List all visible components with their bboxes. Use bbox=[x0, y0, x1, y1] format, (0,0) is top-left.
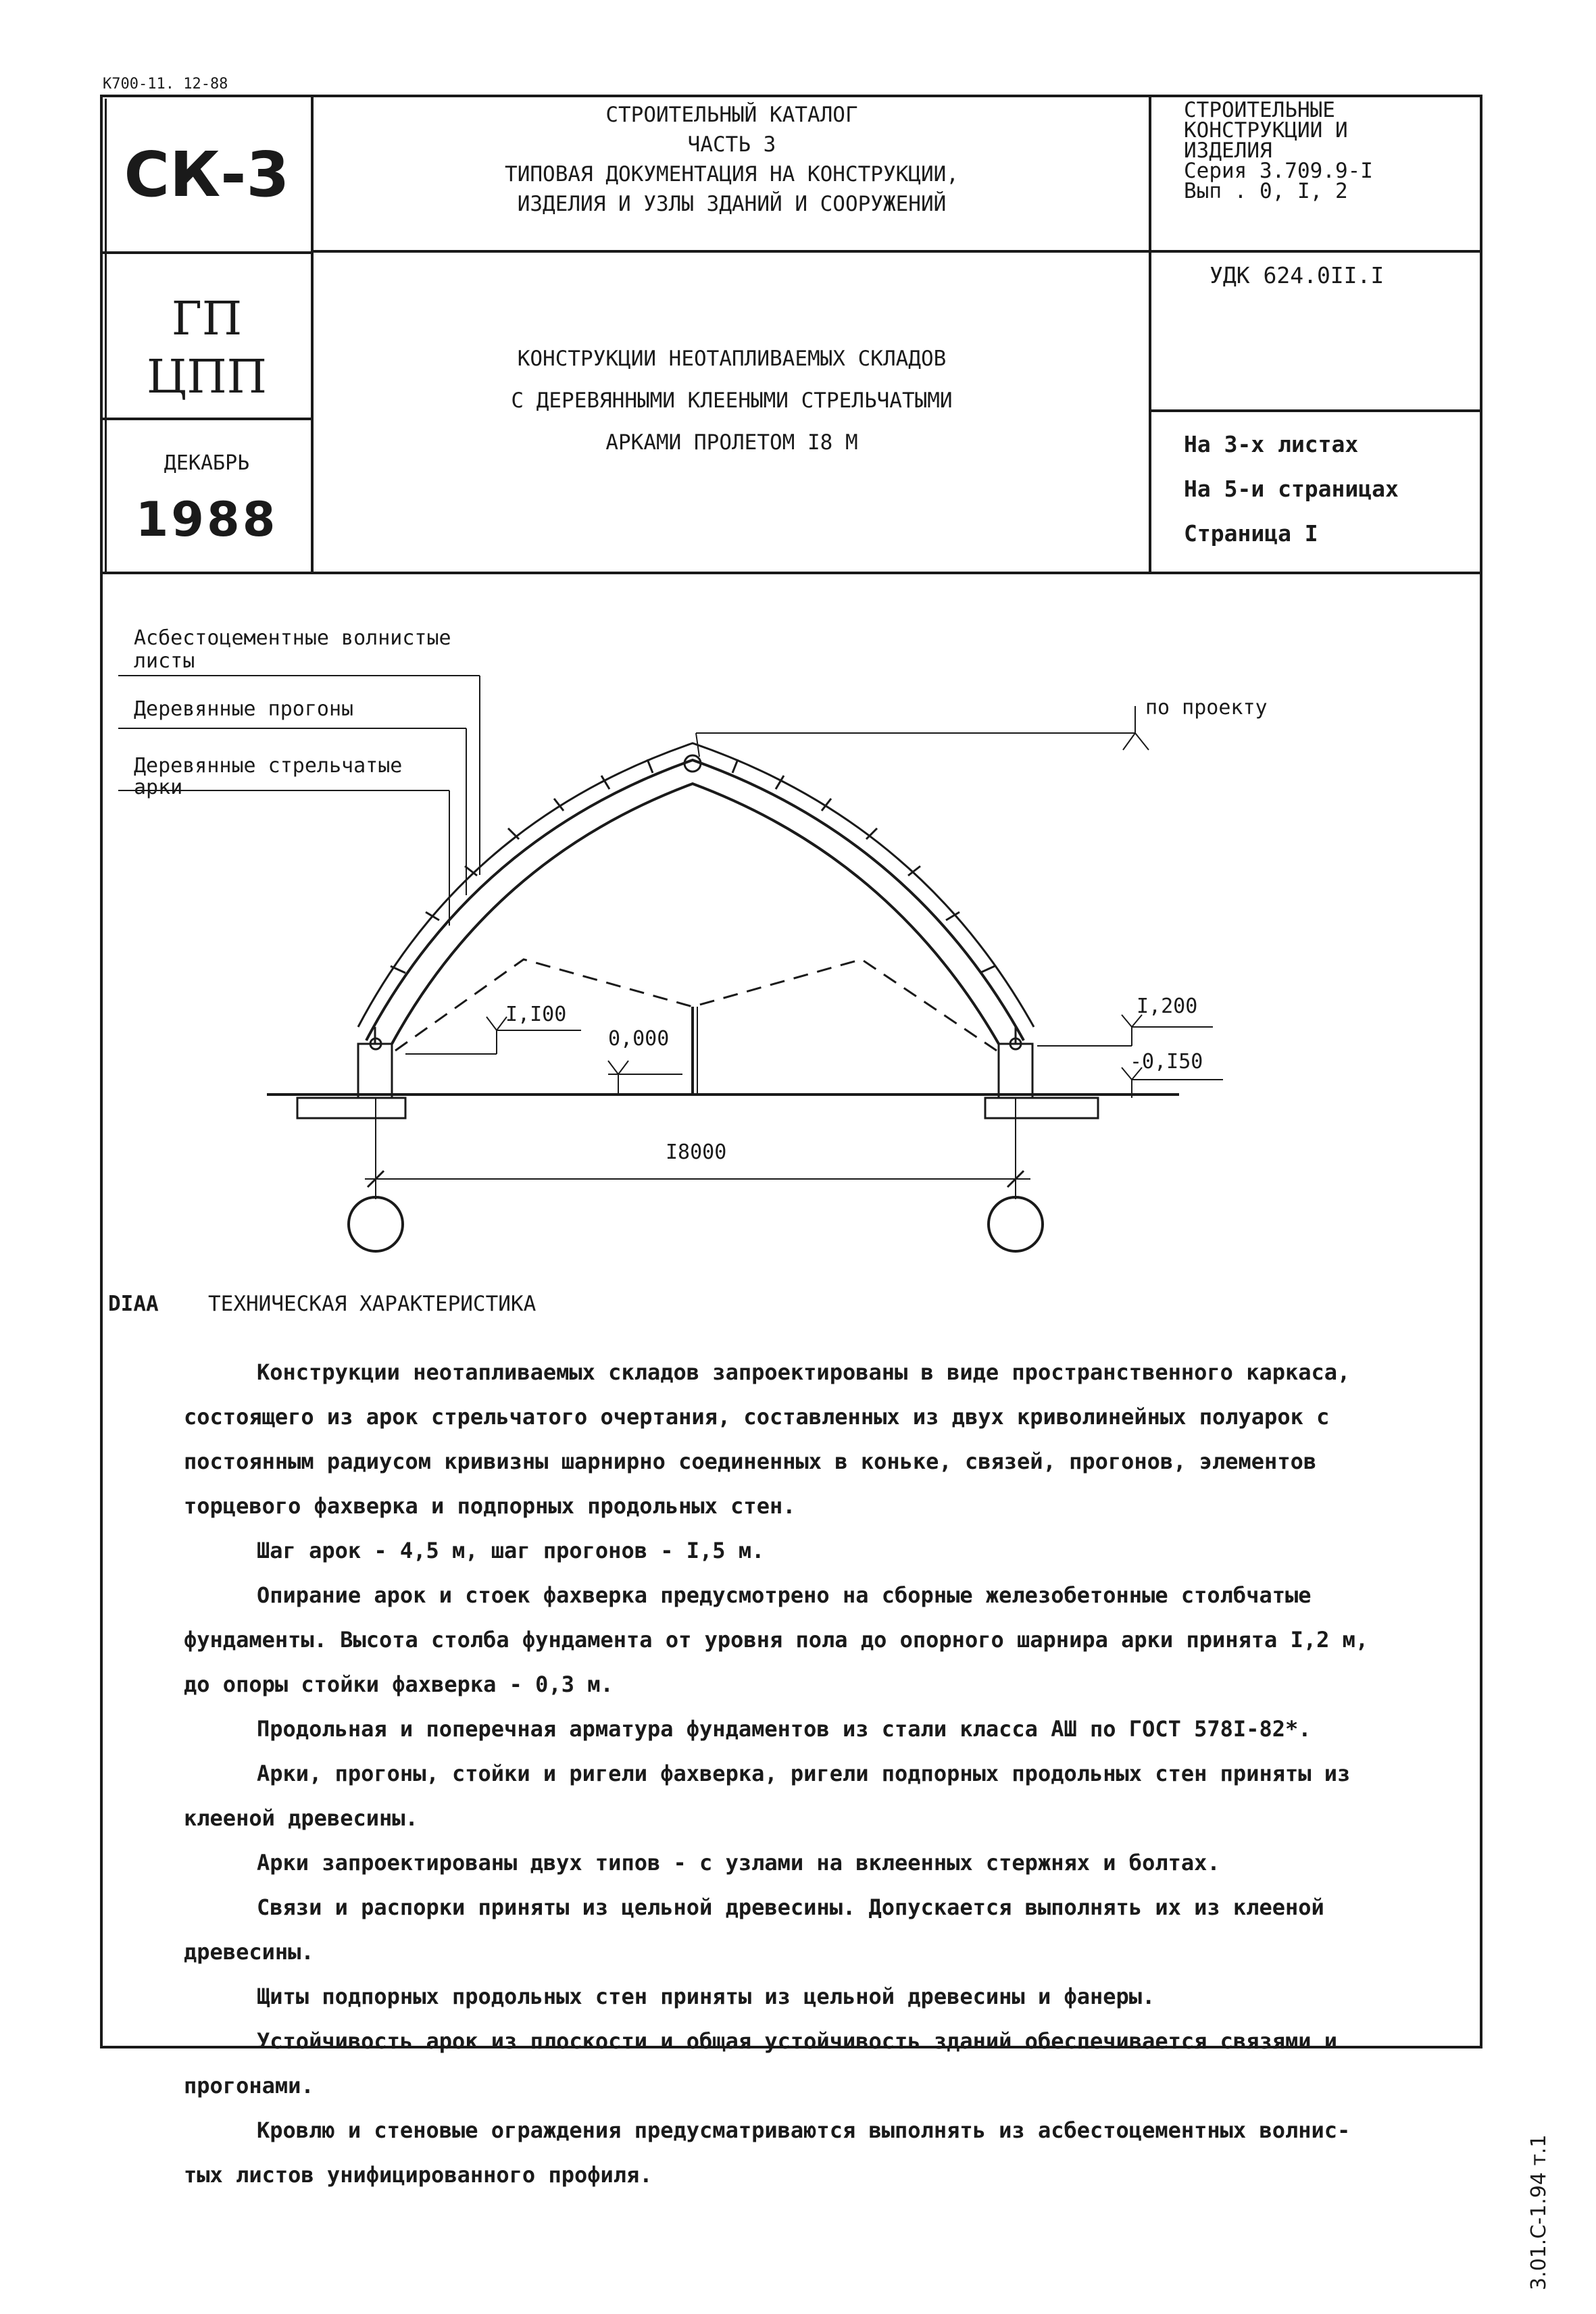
gable-outline-dashed bbox=[395, 959, 997, 1051]
doc-title-line: С ДЕРЕВЯННЫМИ КЛЕЕНЫМИ СТРЕЛЬЧАТЫМИ bbox=[511, 388, 953, 413]
udk-code: УДК 624.0II.I bbox=[1210, 262, 1385, 288]
label-per-project: по проекту bbox=[1145, 696, 1268, 720]
document-code: К700-11. 12-88 bbox=[103, 76, 228, 93]
series-line: КОНСТРУКЦИИ И bbox=[1184, 118, 1348, 143]
year: 1988 bbox=[135, 492, 278, 547]
archive-stamp: 3.01.С-1.94 т.1 bbox=[1527, 2134, 1551, 2290]
paragraph bbox=[184, 2108, 1461, 2197]
text-line: Шаг арок - 4,5 м, шаг прогонов - I,5 м. bbox=[257, 1538, 765, 1563]
paragraph bbox=[184, 1974, 1461, 2019]
label-line: листы bbox=[134, 649, 195, 673]
text-line: Конструкции неотапливаемых складов запроектированы в виде пространственного каркаса, bbox=[257, 1359, 1351, 1385]
org-line: ЦПП bbox=[147, 351, 267, 404]
level-label-1200: I,200 bbox=[1137, 995, 1198, 1018]
text-line: Опирание арок и стоек фахверка предусмотрено на сборные железобетонные столбчатые bbox=[257, 1582, 1312, 1608]
doc-title-line: КОНСТРУКЦИИ НЕОТАПЛИВАЕМЫХ СКЛАДОВ bbox=[517, 347, 947, 371]
page-number: Страница I bbox=[1184, 520, 1318, 547]
label-purlins: Деревянные прогоны bbox=[134, 697, 354, 721]
text-line: Устойчивость арок из плоскости и общая устойчивость зданий обеспечивается связями и bbox=[257, 2028, 1338, 2054]
org-line: ГП bbox=[171, 293, 243, 346]
section-heading bbox=[108, 1292, 536, 1316]
sheets-count: На 3-х листах bbox=[1184, 431, 1359, 457]
section-mark: DIAA bbox=[108, 1292, 159, 1316]
paragraph bbox=[184, 1707, 1461, 1751]
arch-outer bbox=[366, 760, 1024, 1040]
text-line: тых листов унифицированного профиля. bbox=[184, 2162, 653, 2188]
paragraph bbox=[184, 1573, 1461, 1707]
pages-count: На 5-и страницах bbox=[1184, 476, 1399, 502]
technical-description bbox=[184, 1350, 1461, 2197]
paragraph bbox=[184, 1350, 1461, 1528]
right-support bbox=[985, 1027, 1098, 1118]
text-line: состоящего из арок стрельчатого очертания, составленных из двух криволинейных полуарок с bbox=[184, 1404, 1330, 1430]
catalog-title-line: ЧАСТЬ 3 bbox=[687, 132, 776, 157]
span-dimension: I8000 bbox=[666, 1140, 727, 1164]
text-line: постоянным радиусом кривизны шарнирно соединенных в коньке, связей, прогонов, элементов bbox=[184, 1449, 1317, 1474]
level-label-m0150: -0,I50 bbox=[1130, 1050, 1203, 1074]
level-label-0000: 0,000 bbox=[608, 1027, 670, 1051]
paragraph bbox=[184, 1528, 1461, 1573]
text-line: Щиты подпорных продольных стен приняты из цельной древесины и фанеры. bbox=[257, 1984, 1155, 2009]
series-line: Вып . 0, I, 2 bbox=[1184, 179, 1348, 203]
text-line: Продольная и поперечная арматура фундаментов из стали класса АШ по ГОСТ 578I-82*. bbox=[257, 1716, 1312, 1742]
paragraph bbox=[184, 1885, 1461, 1974]
section-title: ТЕХНИЧЕСКАЯ ХАРАКТЕРИСТИКА bbox=[208, 1292, 537, 1316]
catalog-title-line: ТИПОВАЯ ДОКУМЕНТАЦИЯ НА КОНСТРУКЦИИ, bbox=[505, 162, 959, 186]
left-support bbox=[297, 1027, 405, 1118]
axis-bubble-right bbox=[989, 1197, 1043, 1251]
label-arches bbox=[134, 755, 402, 799]
text-line: Арки запроектированы двух типов - с узлами на вклеенных стержнях и болтах. bbox=[257, 1850, 1220, 1876]
paragraph bbox=[184, 2019, 1461, 2108]
paragraph bbox=[184, 1840, 1461, 1885]
catalog-code: СК-3 bbox=[124, 139, 290, 211]
catalog-title-line: СТРОИТЕЛЬНЫЙ КАТАЛОГ bbox=[605, 103, 858, 127]
text-line: Связи и распорки приняты из цельной древесины. Допускается выполнять их из клееной bbox=[257, 1894, 1324, 1920]
text-line: торцевого фахверка и подпорных продольных стен. bbox=[184, 1493, 796, 1519]
text-line: фундаменты. Высота столба фундамента от уровня пола до опорного шарнира арки принята I,2 м, bbox=[184, 1627, 1369, 1653]
text-line: клееной древесины. bbox=[184, 1805, 418, 1831]
level-mark-1200 bbox=[1037, 1015, 1213, 1046]
label-line: арки bbox=[134, 776, 183, 799]
axis-bubble-left bbox=[349, 1197, 403, 1251]
label-asbestos-sheets bbox=[134, 627, 451, 673]
series-line: Серия 3.709.9-I bbox=[1184, 159, 1373, 183]
text-line: древесины. bbox=[184, 1939, 314, 1965]
series-line: СТРОИТЕЛЬНЫЕ bbox=[1184, 98, 1335, 122]
label-line: Асбестоцементные волнистые bbox=[134, 626, 451, 650]
level-label-1100: I,I00 bbox=[505, 1003, 567, 1026]
series-line: ИЗДЕЛИЯ bbox=[1184, 139, 1272, 163]
level-mark-0000 bbox=[608, 1061, 682, 1095]
text-line: Кровлю и стеновые ограждения предусматриваются выполнять из асбестоцементных волнис- bbox=[257, 2117, 1351, 2143]
label-line: Деревянные стрельчатые bbox=[134, 754, 403, 778]
month: ДЕКАБРЬ bbox=[164, 451, 250, 475]
text-line: до опоры стойки фахверка - 0,3 м. bbox=[184, 1671, 614, 1697]
text-line: Арки, прогоны, стойки и ригели фахверка, ригели подпорных продольных стен приняты из bbox=[257, 1761, 1351, 1786]
arch-inner bbox=[392, 784, 999, 1044]
doc-title-line: АРКАМИ ПРОЛЕТОМ I8 М bbox=[605, 430, 858, 455]
paragraph bbox=[184, 1751, 1461, 1840]
catalog-title-line: ИЗДЕЛИЯ И УЗЛЫ ЗДАНИЙ И СООРУЖЕНИЙ bbox=[517, 192, 947, 216]
text-line: прогонами. bbox=[184, 2073, 314, 2098]
